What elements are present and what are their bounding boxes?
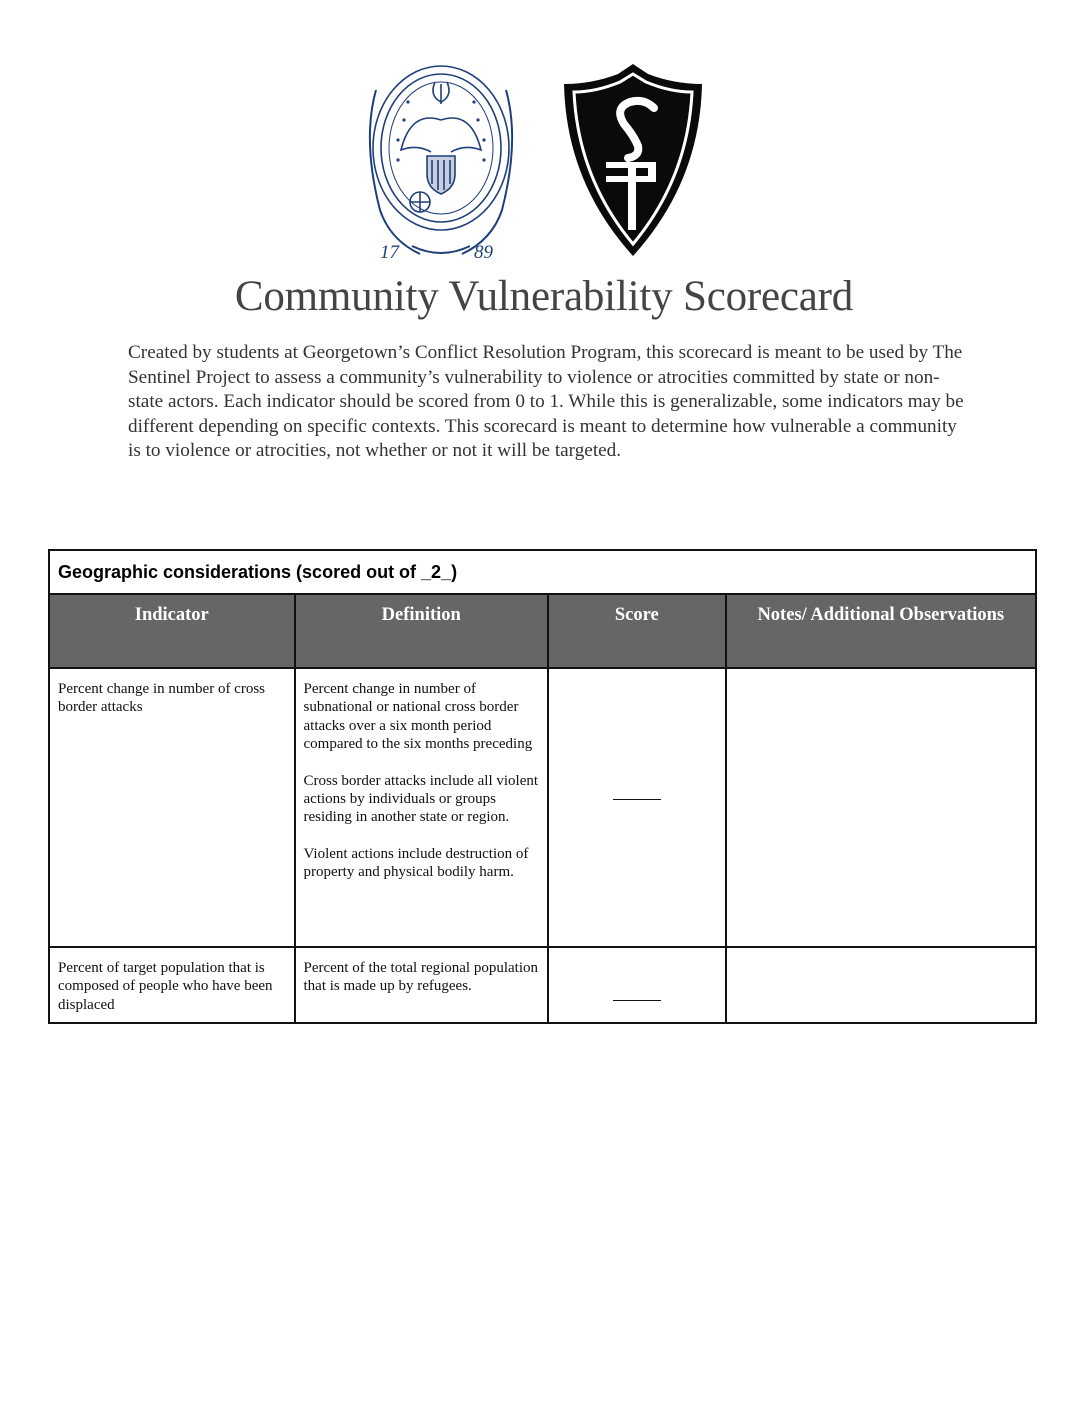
column-header-row [49, 594, 1036, 668]
definition-paragraph: Percent of the total regional population that is made up by refugees. [303, 960, 539, 995]
column-header-indicator: Indicator [49, 594, 295, 668]
definition-paragraph: Violent actions include destruction of property and physical bodily harm. [303, 845, 529, 881]
georgetown-seal-icon [352, 60, 530, 268]
column-header-score: Score [548, 594, 726, 668]
table-row [49, 947, 1036, 1023]
notes-field[interactable] [726, 947, 1036, 1023]
scorecard-table [48, 549, 1037, 1024]
seal-year-left: 17 [380, 242, 399, 263]
definition-paragraph: Percent change in number of subnational or national cross border attacks over a six month period compared to the six months preceding [303, 681, 533, 753]
section-title: Geographic considerations (scored out of _2_) [49, 550, 1036, 594]
logos [0, 60, 1088, 270]
section-title-row [49, 550, 1036, 594]
column-header-definition: Definition [295, 594, 548, 668]
page-title: Community Vulnerability Scorecard [234, 273, 854, 320]
seal-year-right: 89 [474, 242, 493, 263]
intro-paragraph: Created by students at Georgetown’s Conflict Resolution Program, this scorecard is meant to be used by The Sentinel Project to assess a community’s vulnerability to violence or atrocities committed by state or non-state actors. Each indicator should be scored from 0 to 1. While this is generalizable, some indicators may be different depending on specific contexts. This scorecard is meant to determine how vulnerable a community is to violence or atrocities, not whether or not it will be targeted. [128, 342, 964, 461]
definition-cell [295, 947, 548, 1023]
notes-field[interactable] [726, 668, 1036, 947]
column-header-notes: Notes/ Additional Observations [726, 594, 1036, 668]
score-blank-line [613, 799, 661, 800]
score-field[interactable] [548, 947, 726, 1023]
indicator-cell: Percent change in number of cross border attacks [49, 668, 295, 947]
definition-cell [295, 668, 548, 947]
table-row [49, 668, 1036, 947]
score-field[interactable] [548, 668, 726, 947]
indicator-cell: Percent of target population that is composed of people who have been displaced [49, 947, 295, 1023]
sentinel-project-shield-icon [562, 62, 704, 258]
definition-paragraph: Cross border attacks include all violent actions by individuals or groups residing in another state or region. [303, 772, 539, 826]
score-blank-line [613, 1000, 661, 1001]
